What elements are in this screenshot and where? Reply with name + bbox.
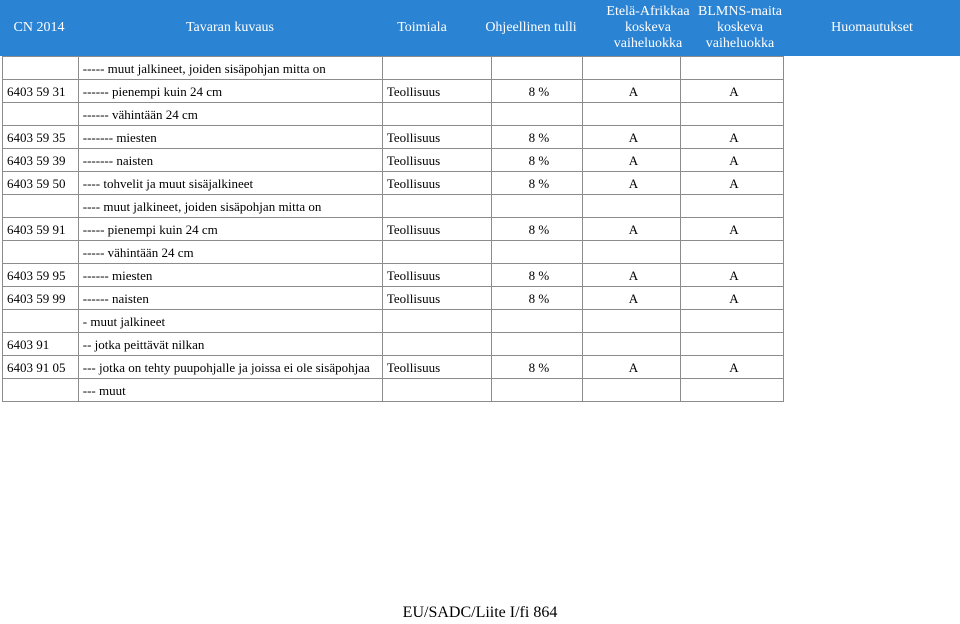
cell-description: ------ miesten: [78, 264, 382, 287]
cell-south-africa-category: A: [582, 149, 680, 172]
cell-sector: [382, 241, 491, 264]
cell-duty: 8 %: [491, 126, 582, 149]
cell-blmns-category: A: [680, 356, 783, 379]
table-row: [3, 218, 784, 241]
table-row: [3, 333, 784, 356]
cell-description: ------- miesten: [78, 126, 382, 149]
cell-south-africa-category: [582, 379, 680, 402]
header-blmns-line2: koskeva: [717, 20, 763, 35]
cell-cn-code: 6403 59 35: [3, 126, 79, 149]
cell-sector: Teollisuus: [382, 287, 491, 310]
table-row: [3, 195, 784, 218]
cell-blmns-category: A: [680, 80, 783, 103]
cell-blmns-category: A: [680, 172, 783, 195]
cell-blmns-category: A: [680, 149, 783, 172]
cell-south-africa-category: A: [582, 80, 680, 103]
cell-duty: 8 %: [491, 264, 582, 287]
cell-blmns-category: [680, 57, 783, 80]
table-row: [3, 126, 784, 149]
cell-sector: Teollisuus: [382, 172, 491, 195]
cell-south-africa-category: A: [582, 287, 680, 310]
table-row: [3, 264, 784, 287]
cell-description: ---- tohvelit ja muut sisäjalkineet: [78, 172, 382, 195]
cell-cn-code: 6403 59 50: [3, 172, 79, 195]
cell-duty: 8 %: [491, 149, 582, 172]
cell-south-africa-category: [582, 57, 680, 80]
cell-blmns-category: [680, 241, 783, 264]
cell-blmns-category: A: [680, 264, 783, 287]
cell-sector: Teollisuus: [382, 80, 491, 103]
cell-description: ----- vähintään 24 cm: [78, 241, 382, 264]
table-row: [3, 379, 784, 402]
cell-description: ----- pienempi kuin 24 cm: [78, 218, 382, 241]
cell-sector: [382, 333, 491, 356]
cell-description: --- muut: [78, 379, 382, 402]
cell-south-africa-category: A: [582, 126, 680, 149]
cell-south-africa-category: A: [582, 356, 680, 379]
cell-blmns-category: [680, 310, 783, 333]
cell-blmns-category: A: [680, 218, 783, 241]
cell-sector: [382, 57, 491, 80]
cell-duty: 8 %: [491, 287, 582, 310]
cell-cn-code: 6403 91: [3, 333, 79, 356]
header-sector: Toimiala: [397, 20, 447, 35]
tariff-table-body: [3, 57, 784, 402]
cell-south-africa-category: [582, 333, 680, 356]
cell-cn-code: [3, 195, 79, 218]
cell-description: ------ vähintään 24 cm: [78, 103, 382, 126]
cell-description: - muut jalkineet: [78, 310, 382, 333]
cell-south-africa-category: [582, 310, 680, 333]
cell-blmns-category: [680, 103, 783, 126]
cell-sector: Teollisuus: [382, 149, 491, 172]
table-row: [3, 80, 784, 103]
cell-blmns-category: A: [680, 126, 783, 149]
header-blmns: [692, 0, 788, 56]
cell-blmns-category: [680, 379, 783, 402]
cell-description: ------ naisten: [78, 287, 382, 310]
header-south-africa: [596, 0, 700, 56]
cell-description: -- jotka peittävät nilkan: [78, 333, 382, 356]
cell-duty: [491, 310, 582, 333]
table-row: [3, 287, 784, 310]
table-row: [3, 149, 784, 172]
cell-cn-code: 6403 59 91: [3, 218, 79, 241]
cell-duty: 8 %: [491, 80, 582, 103]
header-south-africa-line2: koskeva: [625, 20, 671, 35]
cell-cn-code: [3, 379, 79, 402]
table-row: [3, 172, 784, 195]
tariff-table: [2, 56, 784, 402]
header-south-africa-line1: Etelä-Afrikkaa: [606, 4, 690, 19]
cell-cn-code: [3, 57, 79, 80]
cell-sector: [382, 195, 491, 218]
cell-south-africa-category: [582, 103, 680, 126]
cell-cn-code: [3, 241, 79, 264]
cell-description: ----- muut jalkineet, joiden sisäpohjan mitta on: [78, 57, 382, 80]
cell-duty: [491, 333, 582, 356]
header-duty: Ohjeellinen tulli: [485, 20, 577, 35]
cell-description: ---- muut jalkineet, joiden sisäpohjan mitta on: [78, 195, 382, 218]
table-row: [3, 103, 784, 126]
cell-south-africa-category: A: [582, 172, 680, 195]
cell-sector: [382, 379, 491, 402]
page-footer: EU/SADC/Liite I/fi 864: [402, 604, 558, 621]
cell-south-africa-category: [582, 195, 680, 218]
cell-duty: [491, 195, 582, 218]
header-remarks: Huomautukset: [831, 20, 913, 35]
cell-duty: [491, 57, 582, 80]
cell-duty: [491, 379, 582, 402]
cell-duty: [491, 103, 582, 126]
header-blmns-line1: BLMNS-maita: [698, 4, 782, 19]
cell-sector: Teollisuus: [382, 218, 491, 241]
cell-cn-code: 6403 91 05: [3, 356, 79, 379]
cell-description: ------- naisten: [78, 149, 382, 172]
table-row: [3, 57, 784, 80]
cell-cn-code: 6403 59 95: [3, 264, 79, 287]
cell-south-africa-category: [582, 241, 680, 264]
header-description: Tavaran kuvaus: [185, 20, 275, 35]
cell-sector: [382, 310, 491, 333]
cell-cn-code: 6403 59 99: [3, 287, 79, 310]
cell-duty: 8 %: [491, 218, 582, 241]
cell-blmns-category: [680, 195, 783, 218]
cell-duty: 8 %: [491, 356, 582, 379]
cell-south-africa-category: A: [582, 264, 680, 287]
cell-blmns-category: A: [680, 287, 783, 310]
cell-cn-code: [3, 310, 79, 333]
cell-sector: [382, 103, 491, 126]
table-row: [3, 241, 784, 264]
header-south-africa-line3: vaiheluokka: [613, 36, 683, 51]
table-header: [0, 0, 960, 56]
header-blmns-line3: vaiheluokka: [705, 36, 775, 51]
table-row: [3, 356, 784, 379]
header-cn: CN 2014: [13, 20, 65, 35]
cell-description: ------ pienempi kuin 24 cm: [78, 80, 382, 103]
cell-cn-code: 6403 59 31: [3, 80, 79, 103]
cell-duty: 8 %: [491, 172, 582, 195]
table-row: [3, 310, 784, 333]
cell-blmns-category: [680, 333, 783, 356]
cell-description: --- jotka on tehty puupohjalle ja joissa ei ole sisäpohjaa: [78, 356, 382, 379]
cell-duty: [491, 241, 582, 264]
cell-cn-code: 6403 59 39: [3, 149, 79, 172]
cell-cn-code: [3, 103, 79, 126]
cell-sector: Teollisuus: [382, 126, 491, 149]
cell-sector: Teollisuus: [382, 356, 491, 379]
cell-sector: Teollisuus: [382, 264, 491, 287]
cell-south-africa-category: A: [582, 218, 680, 241]
